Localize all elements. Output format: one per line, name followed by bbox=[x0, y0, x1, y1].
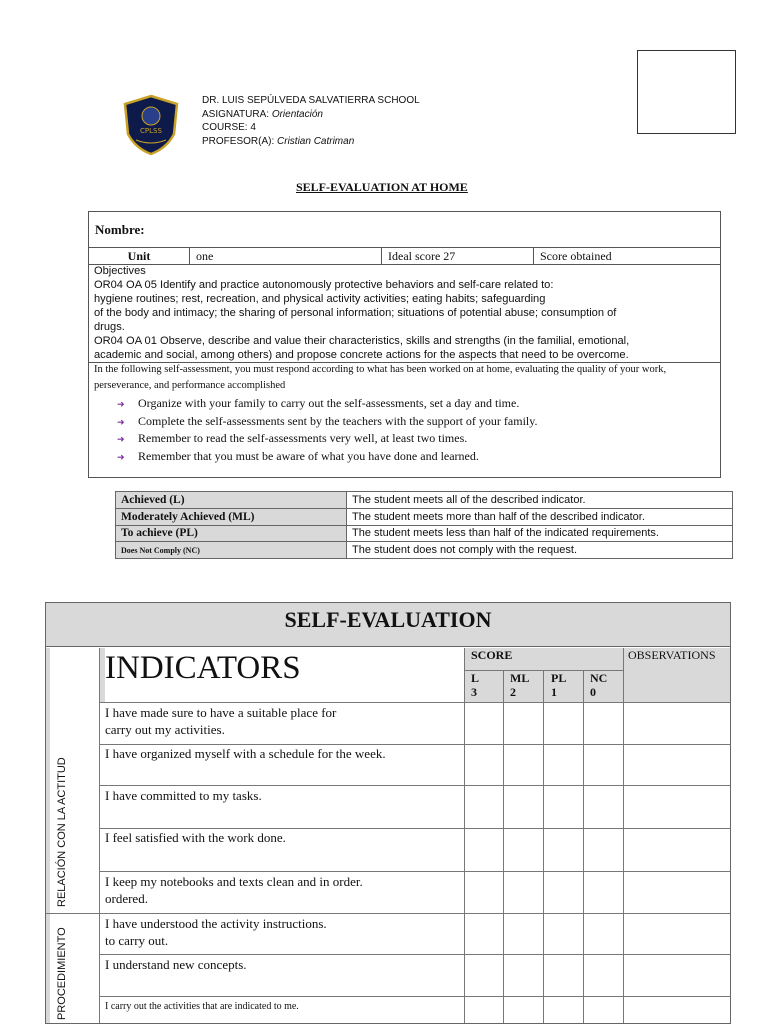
asignatura-value: Orientación bbox=[271, 108, 323, 120]
score-col-pl: PL 1 bbox=[551, 671, 567, 699]
indicator-row: I have made sure to have a suitable place for carry out my activities. bbox=[105, 705, 337, 737]
list-item: ➜ Complete the self-assessments sent by the teachers with the support of your family. bbox=[117, 413, 537, 431]
self-evaluation-title: SELF-EVALUATION bbox=[46, 603, 730, 647]
arrow-bullet-icon: ➜ bbox=[117, 434, 125, 444]
objective-oa01: OR04 OA 01 Observe, describe and value their characteristics, skills and strengths (in the familial, emotional, bbox=[94, 335, 630, 347]
score-col-nc: NC 0 bbox=[590, 671, 608, 699]
indicator-row: I have organized myself with a schedule for the week. bbox=[105, 746, 386, 761]
school-logo bbox=[122, 94, 180, 156]
table-row bbox=[116, 542, 733, 559]
document-title: SELF-EVALUATION AT HOME bbox=[296, 180, 468, 194]
instruction-bullets bbox=[117, 395, 537, 465]
score-col-ml: ML 2 bbox=[510, 671, 530, 699]
indicator-row: I feel satisfied with the work done. bbox=[105, 830, 286, 845]
scale-level: Achieved (L) bbox=[116, 492, 347, 509]
profesor-value: Cristian Catriman bbox=[277, 135, 355, 147]
arrow-bullet-icon: ➜ bbox=[117, 416, 125, 427]
objective-oa05: OR04 OA 05 Identify and practice autonomously protective behaviors and self-care related to: bbox=[94, 279, 554, 291]
photo-box bbox=[637, 50, 736, 134]
section-label-attitude: RELACIÓN CON LA ACTITUD bbox=[56, 757, 68, 907]
unit-row bbox=[89, 247, 720, 265]
instructions-intro: In the following self-assessment, you must respond according to what has been worked on at home, evaluating the quality of your work, perseverance, and performance accomplished bbox=[94, 364, 667, 391]
indicator-row: I carry out the activities that are indicated to me. bbox=[105, 1001, 299, 1012]
section-label-procedure: PROCEDIMIENTO bbox=[56, 927, 68, 1020]
objectives: Objectives OR04 OA 05 Identify and practice autonomously protective behaviors and self-care related to: hygiene routines; rest, recreation, and physical activity activities; eating habits; safeguarding of the body and intimacy; the sharing of personal information; situations of potential abuse; consumption of drugs. OR04 OA 01 Observe, describe and value their characteristics, skills and strengths (in the familial, emotional, academic and social, among others) and propose concrete actions for the aspects that need to be overcome. bbox=[94, 264, 716, 362]
school-info bbox=[202, 94, 420, 148]
table-row bbox=[116, 508, 733, 525]
arrow-bullet-icon: ➜ bbox=[117, 451, 125, 462]
course: COURSE: 4 bbox=[202, 122, 256, 133]
objectives-heading: Objectives bbox=[94, 265, 146, 277]
table-row bbox=[116, 525, 733, 542]
list-item: ➜ Organize with your family to carry out the self-assessments, set a day and time. bbox=[117, 395, 537, 413]
scale-desc: The student meets more than half of the described indicator. bbox=[347, 508, 733, 525]
scale-desc: The student meets all of the described indicator. bbox=[347, 492, 733, 509]
indicator-row: I keep my notebooks and texts clean and in order. ordered. bbox=[105, 874, 363, 906]
scale-level: Does Not Comply (NC) bbox=[116, 542, 347, 559]
observations-header: OBSERVATIONS bbox=[628, 648, 716, 662]
scale-desc: The student meets less than half of the indicated requirements. bbox=[347, 525, 733, 542]
score-header: SCORE bbox=[471, 648, 513, 662]
unit-value: one bbox=[189, 248, 381, 265]
logo-text: CPLSS bbox=[140, 127, 162, 135]
indicator-row: I have understood the activity instructions. to carry out. bbox=[105, 916, 327, 948]
nombre-label: Nombre: bbox=[95, 222, 145, 237]
list-item: ➜ Remember to read the self-assessments very well, at least two times. bbox=[117, 430, 537, 448]
asignatura-label: ASIGNATURA: bbox=[202, 108, 272, 120]
table-row bbox=[116, 492, 733, 509]
indicator-row: I understand new concepts. bbox=[105, 957, 247, 972]
school-name: DR. LUIS SEPÚLVEDA SALVATIERRA SCHOOL bbox=[202, 95, 420, 106]
unit-label: Unit bbox=[127, 249, 151, 263]
arrow-bullet-icon: ➜ bbox=[117, 399, 125, 409]
list-item: ➜ Remember that you must be aware of what you have done and learned. bbox=[117, 448, 537, 466]
scale-desc: The student does not comply with the request. bbox=[347, 542, 733, 559]
score-col-l: L 3 bbox=[471, 671, 480, 699]
scale-table bbox=[115, 491, 733, 559]
scale-level: To achieve (PL) bbox=[116, 525, 347, 542]
self-evaluation-table bbox=[45, 602, 731, 1024]
info-box bbox=[88, 211, 721, 478]
score-obtained: Score obtained bbox=[533, 248, 720, 265]
indicators-header: INDICATORS bbox=[105, 650, 301, 686]
ideal-score: Ideal score 27 bbox=[381, 248, 533, 265]
scale-level: Moderately Achieved (ML) bbox=[116, 508, 347, 525]
profesor-label: PROFESOR(A): bbox=[202, 135, 278, 147]
indicator-row: I have committed to my tasks. bbox=[105, 788, 262, 803]
